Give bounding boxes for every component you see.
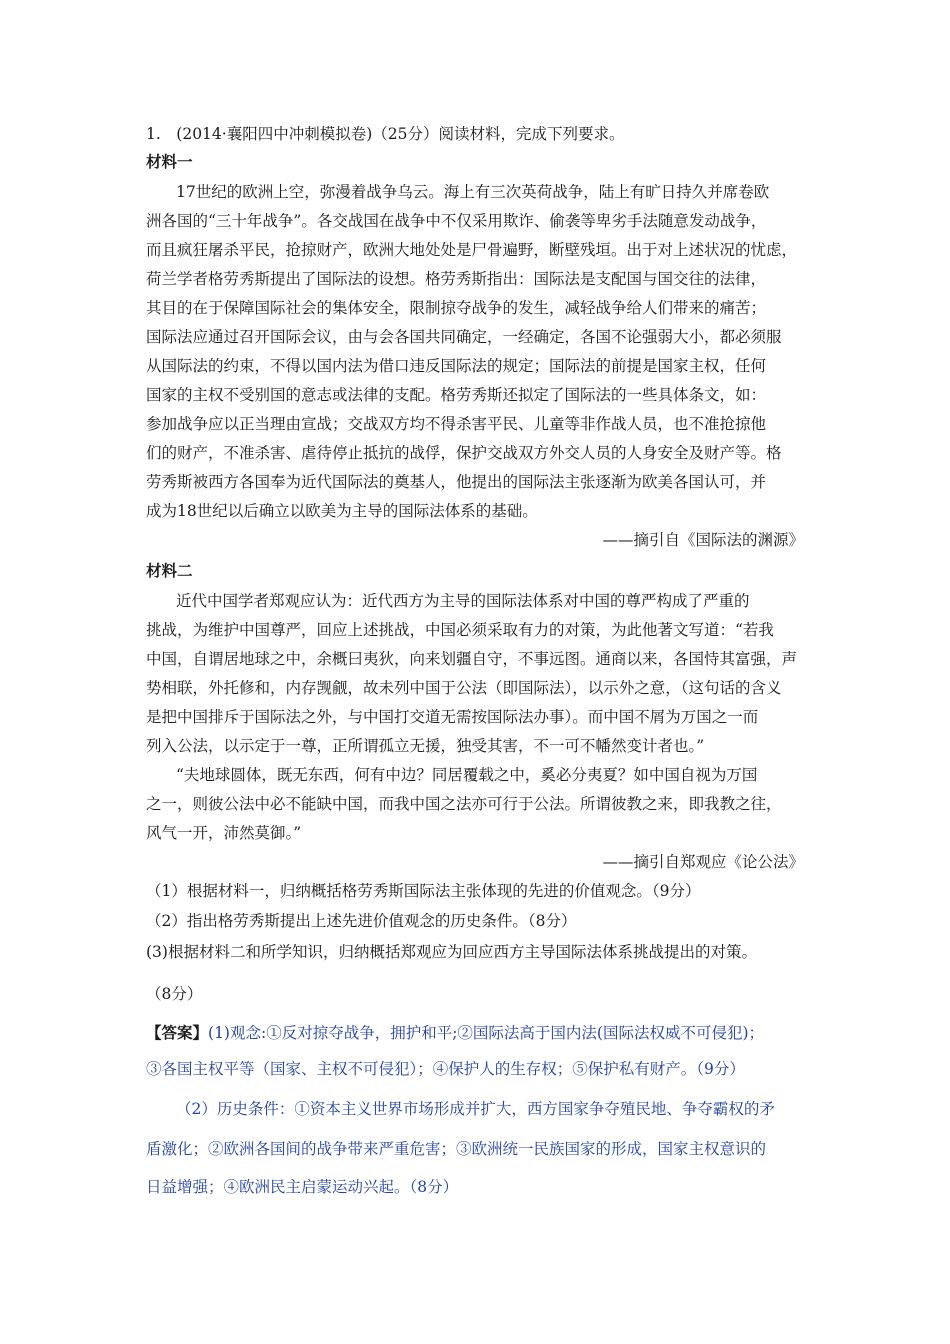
question-header: 1. (2014·襄阳四中冲刺模拟卷)（25分）阅读材料，完成下列要求。 — [146, 125, 625, 143]
material2-line: 中国，自谓居地球之中，余概曰夷狄，向来划疆自守，不事远图。通商以来，各国恃其富强，声 — [146, 650, 798, 668]
answer-tag: 【答案】 — [146, 1023, 209, 1042]
material1-line: 成为18世纪以后确立以欧美为主导的国际法体系的基础。 — [146, 502, 538, 520]
material2-line: “夫地球圆体，既无东西，何有中边？同居覆载之中，奚必分夷夏？如中国自视为万国 — [176, 766, 758, 784]
material2-line: 势相联，外托修和，内存觊觎，故未列中国于公法（即国际法），以示外之意，（这句话的含义 — [146, 679, 782, 697]
material2-line: 列入公法，以示定于一尊，正所谓孤立无援，独受其害，不一可不幡然变计者也。” — [146, 737, 705, 755]
material2-line: 风气一开，沛然莫御。” — [146, 824, 302, 842]
material2-line: 近代中国学者郑观应认为：近代西方为主导的国际法体系对中国的尊严构成了严重的 — [176, 592, 750, 610]
material2-line: 挑战，为维护中国尊严，回应上述挑战，中国必须采取有力的对策，为此他著文写道：“若我 — [146, 621, 774, 639]
answer-line: ③各国主权平等（国家、主权不可侵犯）；④保护人的生存权；⑤保护私有财产。（9分） — [146, 1060, 745, 1078]
material2-title: 材料二 — [146, 561, 193, 580]
answer-line: 日益增强；④欧洲民主启蒙运动兴起。（8分） — [146, 1178, 459, 1196]
material1-line: 参加战争应以正当理由宣战；交战双方均不得杀害平民、儿童等非作战人员，也不准抢掠他 — [146, 415, 767, 433]
material1-line: 其目的在于保障国际社会的集体安全，限制掠夺战争的发生，减轻战争给人们带来的痛苦； — [146, 299, 767, 317]
material1-title: 材料一 — [146, 152, 193, 171]
material1-line: 国家的主权不受别国的意志或法律的支配。格劳秀斯还拟定了国际法的一些具体条文，如： — [146, 386, 767, 404]
answer-line-1 — [146, 1023, 806, 1043]
answer-line: （2）历史条件：①资本主义世界市场形成并扩大，西方国家争夺殖民地、争夺霸权的矛 — [176, 1100, 775, 1118]
sub-question: (3)根据材料二和所学知识，归纳概括郑观应为回应西方主导国际法体系挑战提出的对策。 — [146, 943, 757, 961]
material1-line: 们的财产，不准杀害、虐待停止抵抗的战俘，保护交战双方外交人员的人身安全及财产等。格 — [146, 444, 782, 462]
material1-line: 荷兰学者格劳秀斯提出了国际法的设想。格劳秀斯指出：国际法是支配国与国交往的法律， — [146, 270, 767, 288]
sub-question: （8分） — [146, 985, 203, 1003]
material1-line: 洲各国的“三十年战争”。各交战国在战争中不仅采用欺诈、偷袭等卑劣手法随意发动战争， — [146, 212, 767, 230]
material2-line: 之一，则彼公法中必不能缺中国，而我中国之法亦可行于公法。所谓彼教之来，即我教之往， — [146, 795, 782, 813]
material2-source: ——摘引自郑观应《论公法》 — [602, 853, 804, 871]
material1-line: 17世纪的欧洲上空，弥漫着战争乌云。海上有三次英荷战争，陆上有旷日持久并席卷欧 — [176, 183, 770, 201]
answer-line: 盾激化；②欧洲各国间的战争带来严重危害；③欧洲统一民族国家的形成，国家主权意识的 — [146, 1140, 767, 1158]
material1-source: ——摘引自《国际法的渊源》 — [602, 531, 804, 549]
material1-line: 从国际法的约束，不得以国内法为借口违反国际法的规定；国际法的前提是国家主权，任何 — [146, 357, 767, 375]
material1-line: 而且疯狂屠杀平民，抢掠财产，欧洲大地处处是尸骨遍野，断壁残垣。出于对上述状况的忧虑， — [146, 241, 798, 259]
material1-line: 国际法应通过召开国际会议，由与会各国共同确定，一经确定，各国不论强弱大小，都必须服 — [146, 328, 782, 346]
material1-line: 劳秀斯被西方各国奉为近代国际法的奠基人，他提出的国际法主张逐渐为欧美各国认可，并 — [146, 473, 767, 491]
sub-question: （2）指出格劳秀斯提出上述先进价值观念的历史条件。（8分） — [146, 912, 577, 930]
answer-text: (1)观念:①反对掠夺战争，拥护和平;②国际法高于国内法(国际法权威不可侵犯)； — [208, 1024, 765, 1042]
sub-question: （1）根据材料一，归纳概括格劳秀斯国际法主张体现的先进的价值观念。（9分） — [146, 882, 701, 900]
material2-line: 是把中国排斥于国际法之外，与中国打交道无需按国际法办事）。而中国不屑为万国之一而 — [146, 708, 759, 726]
